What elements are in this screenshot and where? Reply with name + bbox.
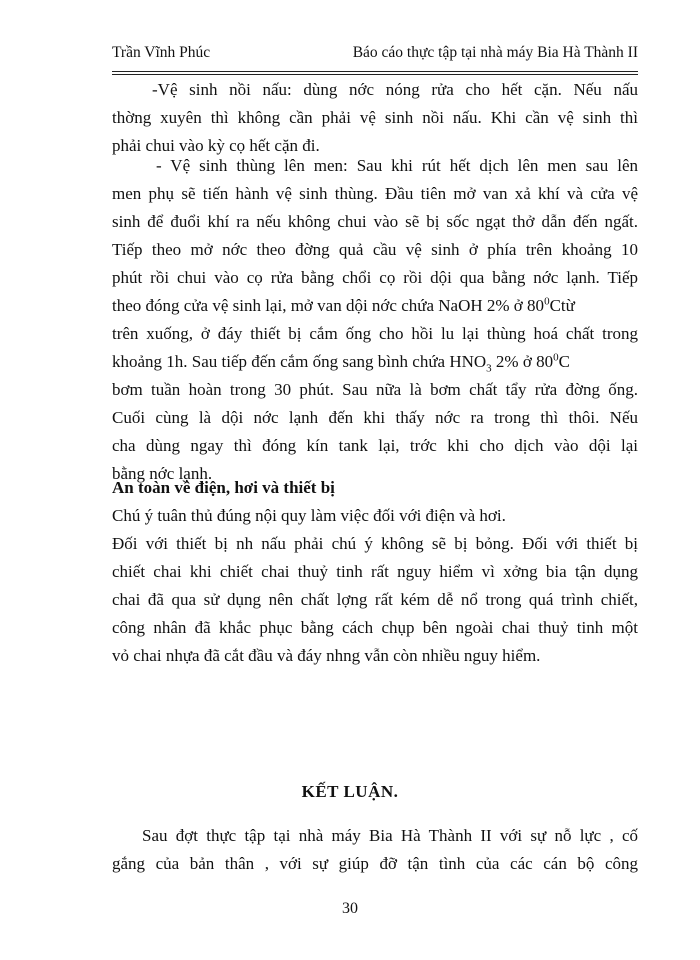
- header-rule-top: [112, 71, 638, 72]
- text-segment: Ctừ: [549, 296, 575, 315]
- text-line: phút rồi chui vào cọ rửa bằng chổi cọ rồi dội qua bằng nớc lạnh. Tiếp: [112, 268, 638, 287]
- text-line: men phụ sẽ tiến hành vệ sinh thùng. Đầu tiên mở van xả khí và cửa vệ: [112, 184, 638, 203]
- text-line: Tiếp theo mở nớc theo đờng quả cầu vệ sinh ở phía trên khoảng 10: [112, 240, 638, 259]
- text-segment: khoảng 1h. Sau tiếp đến cắm ống sang bình chứa HNO: [112, 352, 487, 371]
- subscript: 3: [486, 362, 492, 375]
- text-line: cha dùng ngay thì đóng kín tank lại, trớc khi cho dịch vào dội lại: [112, 436, 638, 455]
- paragraph-conclusion: [112, 822, 638, 878]
- text-line: công nhân đã khắc phục bằng cách chụp bên ngoài chai thuỷ tinh một: [112, 618, 638, 637]
- section-heading-text: An toàn về điện, hơi và thiết bị: [112, 478, 335, 497]
- header-report-title: Báo cáo thực tập tại nhà máy Bia Hà Thành II: [352, 44, 638, 61]
- text-line: thờng xuyên thì không cần phải vệ sinh nồi nấu. Khi cần vệ sinh thì: [112, 108, 638, 127]
- page-header: [112, 44, 638, 68]
- text-line: [112, 348, 638, 376]
- text-line: [112, 292, 638, 320]
- header-rule-bottom: [112, 74, 638, 75]
- text-line: Chú ý tuân thủ đúng nội quy làm việc đối với điện và hơi.: [112, 506, 506, 525]
- text-line: - Vệ sinh thùng lên men: Sau khi rút hết dịch lên men sau lên: [156, 156, 638, 175]
- text-line: chiết chai khi chiết chai thuỷ tinh rất nguy hiểm vì xởng bia tận dụng: [112, 562, 638, 581]
- text-line: bơm tuần hoàn trong 30 phút. Sau nữa là bơm chất tẩy rửa đờng ống.: [112, 380, 638, 399]
- text-line: sinh để đuổi khí ra nếu không chui vào sẽ bị sốc ngạt thở dẫn đến ngất.: [112, 212, 638, 231]
- text-segment: theo đóng cửa vệ sinh lại, mở van dội nớc chứa NaOH 2% ở 80: [112, 296, 545, 315]
- superscript: 0: [544, 295, 550, 308]
- paragraph-safety-rules: [112, 502, 638, 530]
- text-line: trên xuống, ở đáy thiết bị cắm ống cho hồi lu lại thùng hoá chất trong: [112, 324, 638, 343]
- header-author: Trần Vĩnh Phúc: [112, 44, 211, 61]
- page-number: 30: [342, 900, 358, 917]
- text-line: bằng nớc lạnh.: [112, 464, 213, 483]
- text-line: -Vệ sinh nồi nấu: dùng nớc nóng rửa cho hết cặn. Nếu nấu: [152, 80, 638, 99]
- paragraph-equipment-safety: [112, 530, 638, 670]
- text-line: vỏ chai nhựa đã cắt đầu và đáy nhng vẫn còn nhiều nguy hiểm.: [112, 646, 541, 665]
- text-segment: 2% ở 80: [491, 352, 554, 371]
- text-line: gắng của bản thân , với sự giúp đỡ tận tình của các cán bộ công: [112, 854, 638, 873]
- text-line: Cuối cùng là dội nớc lạnh đến khi thấy nớc ra trong thì thôi. Nếu: [112, 408, 638, 427]
- paragraph-cleaning-kettle: [112, 76, 638, 160]
- text-line: Đối với thiết bị nh nấu phải chú ý không sẽ bị bỏng. Đối với thiết bị: [112, 534, 638, 553]
- paragraph-cleaning-fermenter: [112, 152, 638, 488]
- text-line: Sau đợt thực tập tại nhà máy Bia Hà Thành II với sự nỗ lực , cố: [142, 826, 638, 845]
- conclusion-title: KẾT LUẬN.: [301, 782, 399, 801]
- section-heading: [112, 474, 638, 502]
- text-segment: C: [558, 352, 570, 371]
- superscript: 0: [553, 351, 559, 364]
- text-line: phải chui vào kỳ cọ hết cặn đi.: [112, 136, 320, 155]
- text-line: chai đã qua sử dụng nên chất lợng rất kém dễ nổ trong quá trình chiết,: [112, 590, 638, 609]
